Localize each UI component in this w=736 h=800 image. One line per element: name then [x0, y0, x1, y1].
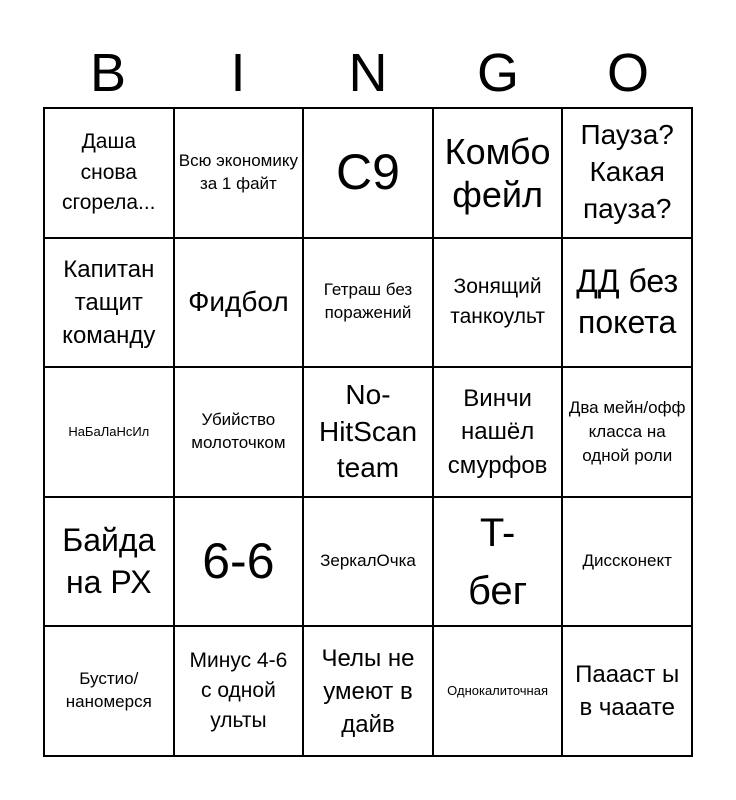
bingo-cell[interactable]: [303, 497, 433, 627]
bingo-cell[interactable]: [44, 108, 174, 238]
bingo-header: [43, 40, 693, 106]
cell-text: C9: [336, 144, 400, 201]
cell-text: Диссконект: [582, 551, 672, 571]
bingo-cell[interactable]: [433, 238, 563, 368]
cell-text: Байда на РХ: [62, 522, 156, 600]
bingo-cell[interactable]: [562, 108, 692, 238]
header-letter-n: N: [348, 43, 388, 103]
cell-text: No-HitScan team: [318, 378, 418, 484]
header-letter-g: G: [476, 43, 519, 103]
bingo-cell[interactable]: [174, 238, 304, 368]
cell-text: Минус 4-6 с одной ульты: [189, 648, 288, 733]
cell-text: Комбо фейл: [444, 130, 551, 215]
cell-text: Однокалиточная: [447, 683, 549, 699]
bingo-cell[interactable]: [433, 367, 563, 497]
bingo-cell[interactable]: [44, 497, 174, 627]
bingo-cell[interactable]: [174, 497, 304, 627]
bingo-cell[interactable]: [174, 367, 304, 497]
cell-text: Пауза? Какая пауза?: [580, 119, 674, 225]
header-letter-i: I: [230, 43, 246, 103]
cell-text: НаБаЛаНсИл: [68, 423, 150, 439]
bingo-cell[interactable]: [303, 626, 433, 756]
cell-text: T-бег: [467, 510, 528, 613]
header-letter-b: B: [89, 43, 127, 103]
bingo-cell[interactable]: [562, 626, 692, 756]
bingo-cell[interactable]: [174, 108, 304, 238]
cell-text: Паааст ы в чааате: [575, 661, 680, 722]
bingo-cell[interactable]: [562, 238, 692, 368]
bingo-cell[interactable]: [44, 367, 174, 497]
bingo-cell[interactable]: [303, 108, 433, 238]
bingo-cell[interactable]: [303, 367, 433, 497]
bingo-cell[interactable]: [174, 626, 304, 756]
cell-text: Капитан тащит команду: [62, 255, 156, 349]
bingo-cell[interactable]: [433, 497, 563, 627]
cell-text: Убийство молоточком: [191, 410, 286, 452]
bingo-cell[interactable]: [44, 238, 174, 368]
bingo-cell[interactable]: [562, 367, 692, 497]
cell-text: Зонящий танкоульт: [450, 274, 545, 329]
cell-text: 6-6: [202, 533, 275, 590]
cell-text: Даша снова сгорела...: [62, 130, 156, 215]
bingo-cell[interactable]: [433, 626, 563, 756]
cell-text: Бустио/наномерся: [65, 669, 152, 712]
bingo-cell[interactable]: [562, 497, 692, 627]
cell-text: Винчи нашёл смурфов: [447, 385, 548, 479]
cell-text: Всю экономику за 1 файт: [178, 150, 298, 193]
bingo-grid: [43, 107, 693, 757]
bingo-cell[interactable]: [44, 626, 174, 756]
cell-text: Фидбол: [188, 285, 289, 317]
cell-text: Гетраш без поражений: [323, 280, 413, 323]
cell-text: Два мейн/офф класса на одной роли: [568, 398, 686, 465]
bingo-cell[interactable]: [303, 238, 433, 368]
header-letter-o: O: [606, 43, 649, 103]
cell-text: Челы не умеют в дайв: [321, 644, 415, 738]
bingo-cell[interactable]: [433, 108, 563, 238]
cell-text: ДД без покета: [576, 262, 679, 341]
cell-text: ЗеркалОчка: [320, 551, 416, 571]
